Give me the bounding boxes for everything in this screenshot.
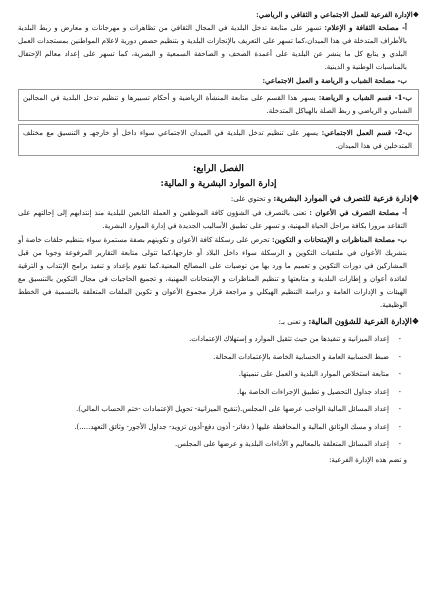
heading-human-resources: ❖إدارة فرعية للتصرف في الموارد البشرية: <box>273 193 419 203</box>
heading-finance: ❖الإدارة الفرعية للشؤون المالية: <box>308 316 419 326</box>
label-exams-training: ب- مصلحة المناظرات و الإمتحانات و التكوين: <box>272 235 407 244</box>
finance-duties-list <box>18 331 419 454</box>
list-item: - إعداد الميزانية و تنفيذها من حيث تثقيل الموارد و إستهلاك الإعتمادات. <box>18 331 419 349</box>
paragraph-staff-management <box>18 206 419 233</box>
label-culture-media: أ- مصلحة الثقافة و الإعلام: <box>324 23 407 32</box>
text-culture-media: تسهر على متابعة تدخل البلدية في المجال الثقافي من تظاهرات و مهرجانات و معارض و ربط البلدية بالأطراف المتدخلة في هذا الميدان،كما تسهر على التعريف بالإنجازات البلدية و بتنظيم حصص دورية لاعلام المواطنين بمستجدات العمل البلدي و يتابع كل ما ينشر عن البلدية على أعمدة الصحف و الصاحفة السمعية و البصرية، كما تسهر على إعداد معالم الإحتفال بالمناسبات الوطنية و الدينية. <box>18 24 407 71</box>
list-item: - متابعة استخلاص الموارد البلدية و العمل على تنميتها. <box>18 366 419 384</box>
heading-tail-human-resources: و تحتوي على: <box>230 195 272 203</box>
list-item: - إعداد جداول التحصيل و تطبيق الإجراءات الخاصة بها. <box>18 384 419 402</box>
paragraph-youth-sports <box>23 91 412 118</box>
subsection-box-social-work <box>18 124 419 156</box>
section-heading-social-cultural: ❖الإدارة الفرعية للعمل الاجتماعي و الثقافي و الرياضي: <box>256 10 419 19</box>
section-heading-human-resources <box>18 192 419 206</box>
label-staff-management: أ- مصلحة التصرف في الأعوان : <box>309 208 407 217</box>
label-social-work: ب-2- قسم العمل الاجتماعي: <box>321 128 412 137</box>
text-staff-management: تعنى بالتصرف في الشؤون كافة الموظفين و العملة التابعين للبلدية منذ إنتدابهم إلى إحالتهم على التقاعد مرورا بكافة مراحل الحياة المهنية، و تسهر على تطبيق الأساليب الجديدة في إدارة الموارد البشرية. <box>18 209 407 230</box>
closing-line: و تضم هذه الإدارة الفرعية: <box>329 455 407 464</box>
text-youth-sports: يسهر هذا القسم على متابعة المنشأة الرياضية و أحكام تسييرها و تنظيم تدخل البلدية في المجالين الشبابي و الرياضي و ربط الصلة بالهياكل المتدخلة. <box>23 94 412 115</box>
chapter-subtitle: إدارة الموارد البشرية و المالية: <box>160 179 277 189</box>
label-youth-sports: ب-1- قسم الشباب و الرياضة: <box>318 93 412 102</box>
text-exams-training: تحرص على رسكلة كافة الأعوان و تكوينهم بصفة مستمرة سواء بتنظيم حلقات خاصة أو بتشريك الأعوان في ملتقيات التكوين و الرسكلة سواء داخل البلاد أو خارجها،كما تتولى متابعة التقارير المرفوعة وجوبا من قبل المشاركين في دورات التكوين و تعميم ما ورد بها من توصيات على المصالح المعنية.كما تقوم بإعداد و تنفيذ برامج الإنتداب و الترقية لفائدة أعوان و إطارات البلدية و متابعتها و تنظيم المناظرات و الإمتحانات المهنية، و تجميع الحاجيات في مجال التكوين بالتنسيق مع الهيئات و الإدارات العامة و دراسة التنظيم الهيكلي و مراجعة قرار مجموع الأعوان و تكوين الملفات المتعلقة بالتسمية في الخطط الوظيفية. <box>18 236 407 309</box>
paragraph-social-work <box>23 126 412 153</box>
paragraph-exams-training <box>18 233 419 312</box>
chapter-title: الفصل الرابع: <box>193 164 244 174</box>
section-heading-finance <box>18 315 419 329</box>
text-social-work: يسهر على تنظيم تدخل البلدية في الميدان الاجتماعي سواء داخل أو خارجهـ و التنسيق مع مختلف المتدخلين في هذا الميدان. <box>23 129 412 150</box>
list-item: - إعداد المسائل المالية الواجب عرضها على المجلس.(تنقيح الميزانية- تحويل الإعتمادات -ختم الحساب المالي). <box>18 401 419 419</box>
paragraph-culture-media <box>18 21 419 74</box>
list-item: - ضبط الحسابية العامة و الحسابية الخاصة بالإعتمادات المحالة. <box>18 349 419 367</box>
subsection-box-youth-sports <box>18 89 419 121</box>
list-item: - إعداد المسائل المتعلقة بالمعاليم و الأداءات البلدية و عرضها على المجلس. <box>18 436 419 454</box>
heading-tail-finance: و تعنى بـ: <box>278 318 307 326</box>
label-youth-sports-social: ب- مصلحة الشباب و الرياضة و العمل الاجتماعي: <box>262 76 407 85</box>
list-item: - إعداد و مسك الوثائق المالية و المحافظة عليها ( دفاتر- أذون دفع-أذون تزويد- جداول الأجور- وثائق التعهد.....). <box>18 419 419 437</box>
